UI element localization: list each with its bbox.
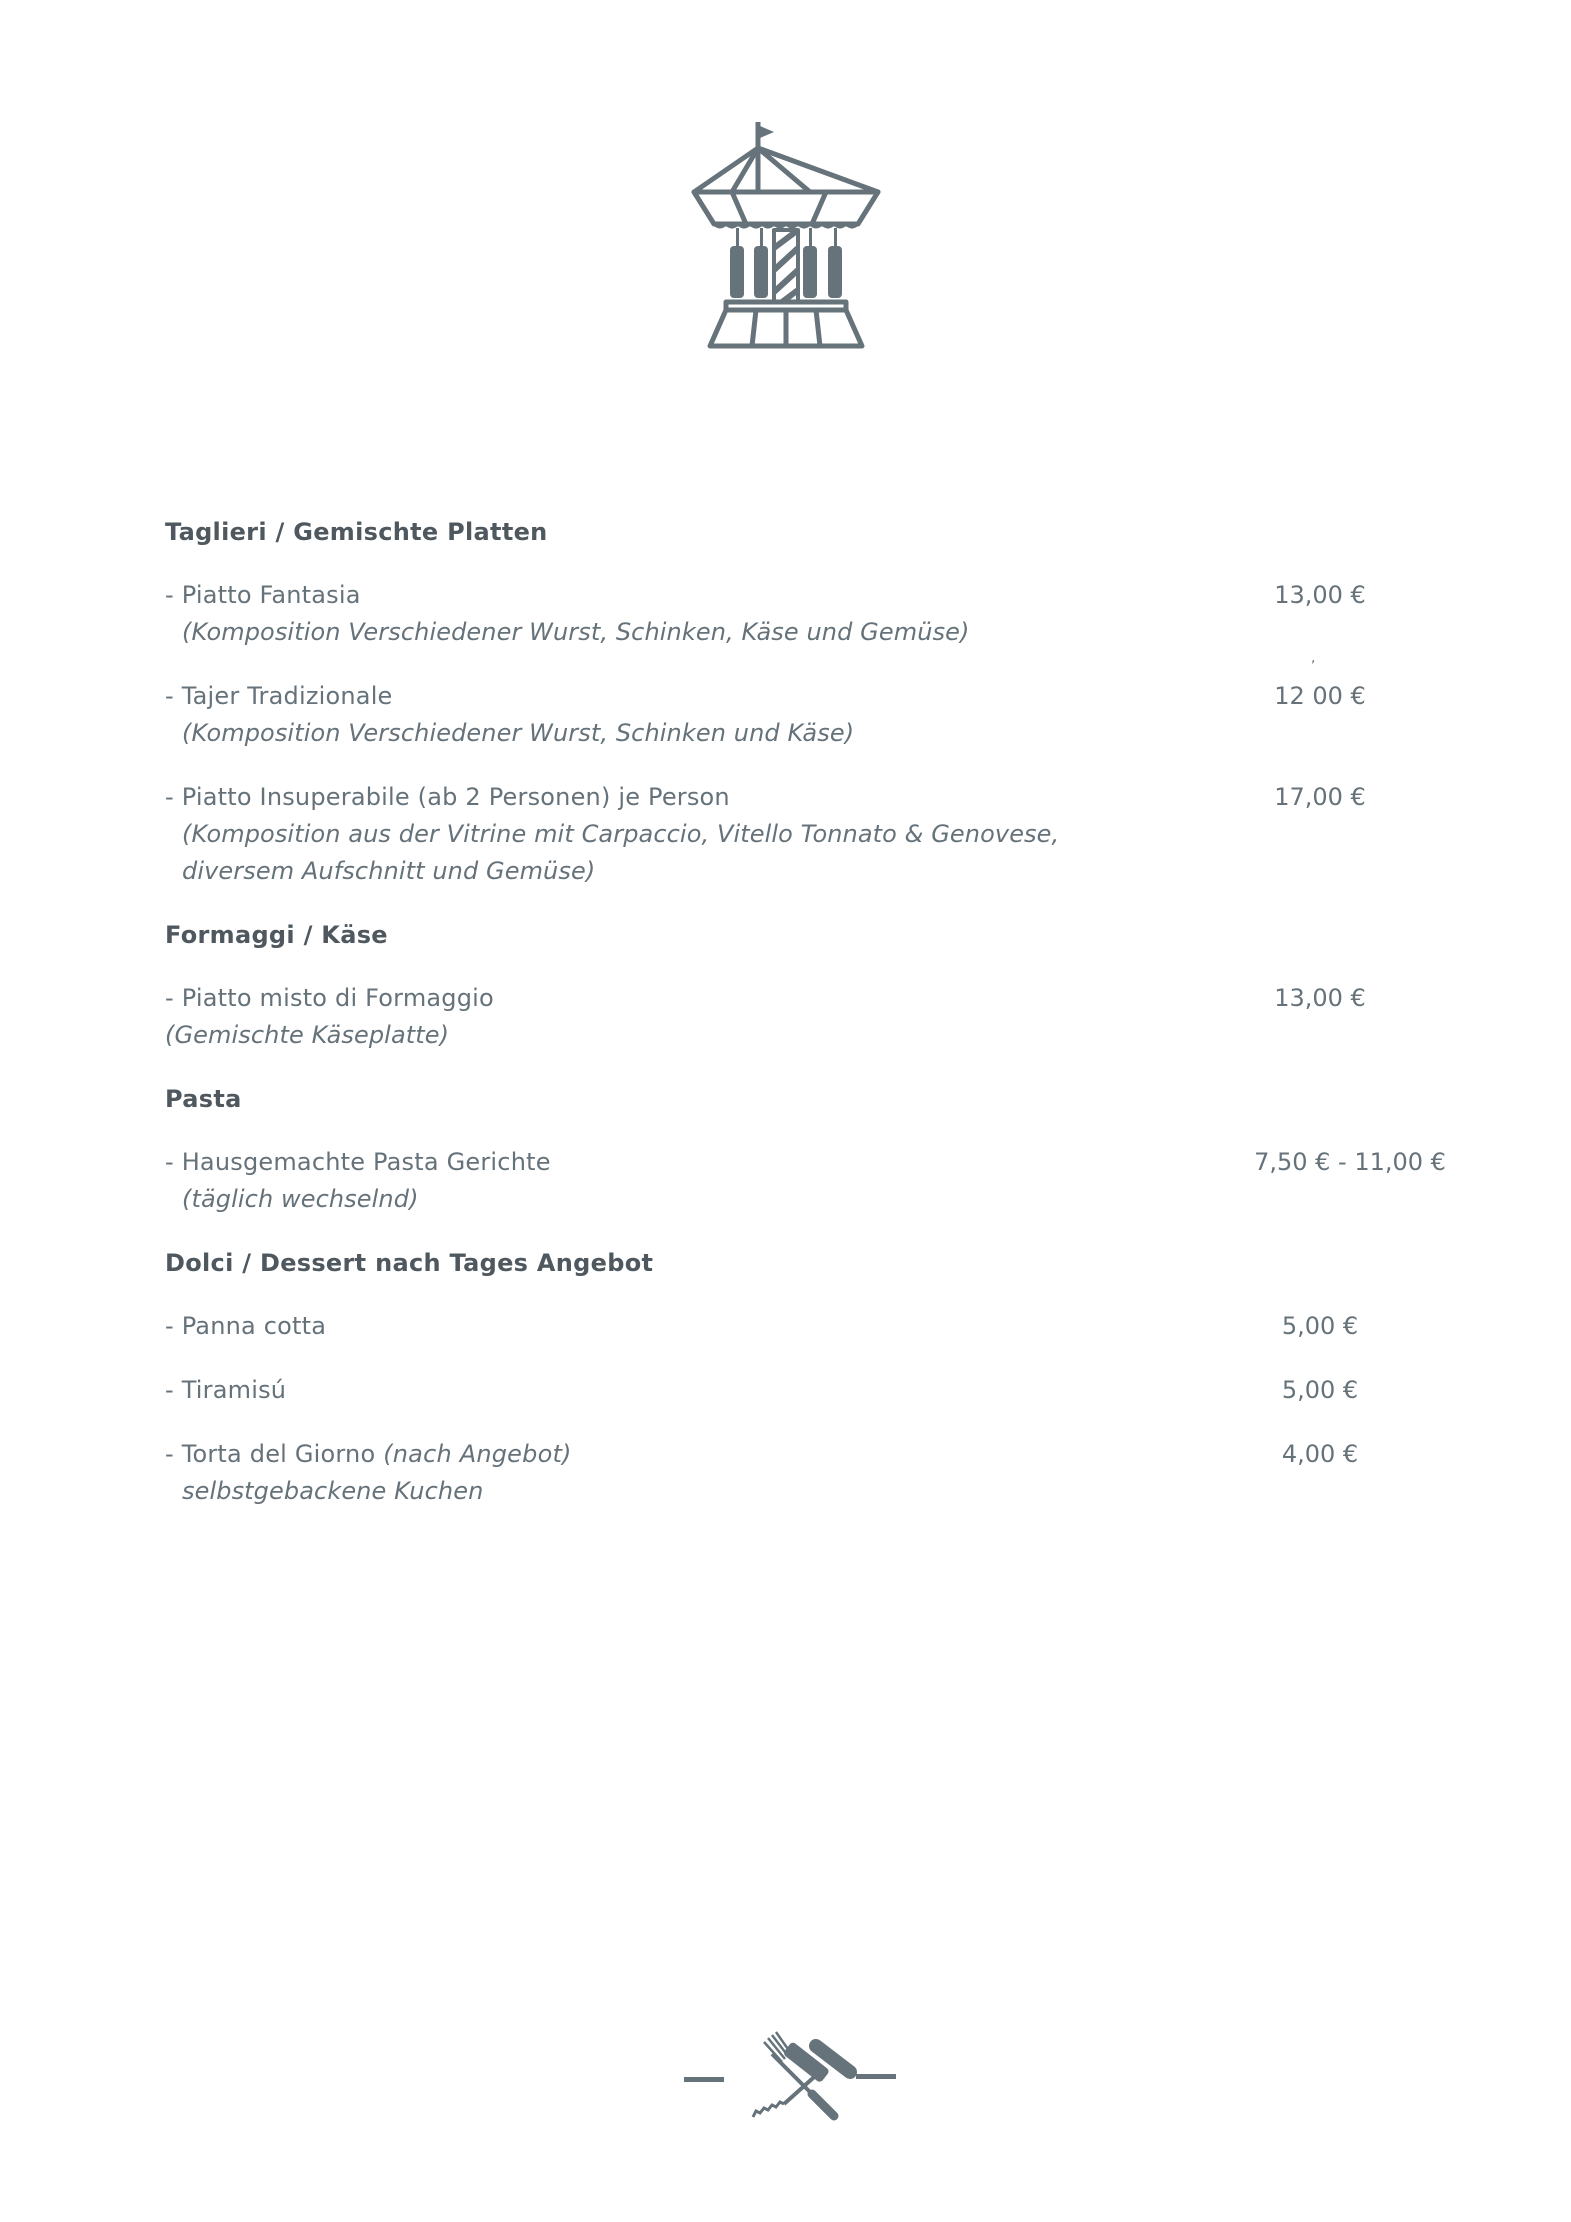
item-price: 5,00 € [1281, 1312, 1359, 1340]
section-heading-taglieri: Taglieri / Gemischte Platten [165, 518, 548, 546]
item-price: 7,50 € - 11,00 € [1254, 1148, 1446, 1176]
item-description-line-2: diversem Aufschnitt und Gemüse) [182, 857, 596, 885]
menu-item-tiramisu [165, 1372, 1425, 1409]
menu-item-torta-del-giorno [165, 1436, 1425, 1510]
item-description: (Komposition aus der Vitrine mit Carpaccio, Vitello Tonnato & Genovese, [182, 820, 1060, 848]
item-price: 12 00 € [1274, 682, 1366, 710]
item-name: - Panna cotta [165, 1312, 327, 1340]
menu-item-tajer-tradizionale [165, 678, 1425, 752]
item-name-text: - Torta del Giorno [165, 1440, 384, 1468]
item-description: (Komposition Verschiedener Wurst, Schinken und Käse) [182, 719, 855, 747]
carousel-logo-icon [688, 118, 884, 354]
item-price: 13,00 € [1274, 984, 1366, 1012]
item-description: (täglich wechselnd) [182, 1185, 419, 1213]
item-name: - Tajer Tradizionale [165, 682, 393, 710]
item-price: 17,00 € [1274, 783, 1366, 811]
menu-item-hausgemachte-pasta [165, 1144, 1446, 1218]
section-heading-dolci: Dolci / Dessert nach Tages Angebot [165, 1249, 654, 1277]
item-price: 5,00 € [1281, 1376, 1359, 1404]
item-price: 4,00 € [1281, 1440, 1359, 1468]
item-name: - Tiramisú [165, 1376, 287, 1404]
item-name: - Piatto Fantasia [165, 581, 361, 609]
menu-item-piatto-fantasia [165, 577, 1425, 651]
menu-item-piatto-misto-formaggio [165, 980, 1425, 1054]
section-heading-pasta: Pasta [165, 1085, 242, 1113]
menu [165, 514, 1446, 1510]
item-name: - Piatto Insuperabile (ab 2 Personen) je Person [165, 783, 730, 811]
item-name: - Hausgemachte Pasta Gerichte [165, 1148, 551, 1176]
item-name: - Piatto misto di Formaggio [165, 984, 494, 1012]
item-name-note: (nach Angebot) [383, 1440, 572, 1468]
item-description: (Gemischte Käseplatte) [165, 1021, 450, 1049]
item-description: (Komposition Verschiedener Wurst, Schinken, Käse und Gemüse) [182, 618, 970, 646]
item-price: 13,00 € [1274, 581, 1366, 609]
menu-item-panna-cotta [165, 1308, 1425, 1345]
section-heading-formaggi: Formaggi / Käse [165, 921, 388, 949]
item-description: selbstgebackene Kuchen [182, 1477, 484, 1505]
menu-item-piatto-insuperabile [165, 779, 1425, 890]
fork-corkscrew-icon [672, 2026, 902, 2126]
stray-mark: , [1311, 650, 1316, 666]
